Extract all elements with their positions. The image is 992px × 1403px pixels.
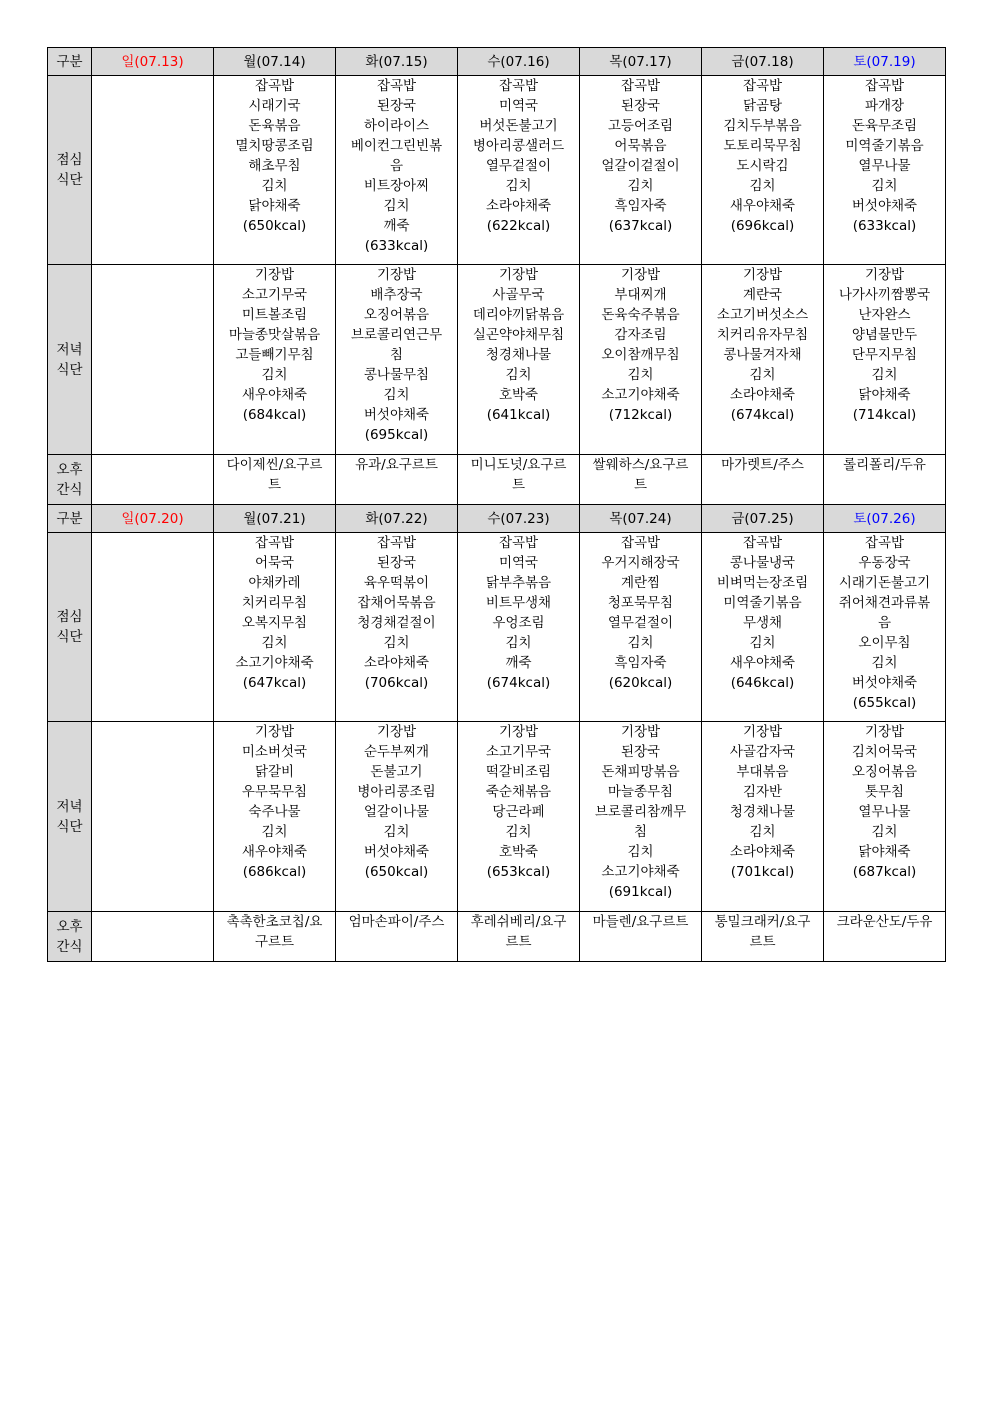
header-label: 구분 [48, 48, 92, 76]
menu-item: 기장밥 [376, 267, 417, 283]
day-header: 화(07.15) [336, 48, 458, 76]
lunch-cell [92, 533, 214, 722]
menu-item: (646kcal) [730, 675, 795, 691]
menu-item: 유과/요구르트 [355, 457, 438, 473]
menu-item: 어묵국 [254, 555, 295, 571]
menu-item: 소라야채죽 [729, 387, 796, 403]
menu-item: 잡곡밥 [254, 78, 295, 94]
menu-item: 숙주나물 [248, 804, 301, 820]
day-header: 금(07.18) [702, 48, 824, 76]
dinner-cell [580, 265, 702, 455]
lunch-row [48, 76, 946, 265]
menu-item: 단무지무침 [851, 347, 918, 363]
lunch-cell [702, 533, 824, 722]
menu-item: 새우야채죽 [729, 198, 796, 214]
menu-item: 잡곡밥 [620, 535, 661, 551]
menu-item: 김치 [261, 367, 288, 383]
menu-item: 새우야채죽 [729, 655, 796, 671]
menu-item: 기장밥 [864, 724, 905, 740]
menu-item: 멸치땅콩조림 [235, 138, 314, 154]
header-row [48, 505, 946, 533]
dinner-cell [336, 265, 458, 455]
day-header: 목(07.17) [580, 48, 702, 76]
menu-item: 얼갈이나물 [363, 804, 430, 820]
menu-item: 김치 [627, 367, 654, 383]
menu-item: 김치 [261, 635, 288, 651]
menu-item: 시래기국 [248, 98, 301, 114]
menu-item: 닭곰탕 [742, 98, 783, 114]
menu-item: 기장밥 [498, 724, 539, 740]
snack-cell [824, 455, 946, 505]
snack-cell [92, 455, 214, 505]
menu-item: (674kcal) [730, 407, 795, 423]
menu-item: 새우야채죽 [241, 387, 308, 403]
row-label-line: 식단 [56, 361, 83, 378]
menu-item: 실곤약야채무침 [472, 327, 565, 343]
menu-item: 김치 [383, 387, 410, 403]
menu-item: 열무나물 [858, 158, 911, 174]
menu-item: 마늘종맛살볶음 [228, 327, 321, 343]
menu-item: 김치 [383, 824, 410, 840]
snack-cell [214, 912, 336, 962]
menu-item: 계란국 [742, 287, 783, 303]
menu-item: 얼갈이겉절이 [601, 158, 680, 174]
menu-item: 우동장국 [858, 555, 911, 571]
menu-item: 다이제씬/요구르 [226, 457, 323, 473]
menu-item: 잡곡밥 [254, 535, 295, 551]
menu-item: 닭야채죽 [858, 844, 911, 860]
menu-item: 육우떡볶이 [363, 575, 430, 591]
menu-item: 잡곡밥 [376, 535, 417, 551]
day-header: 일(07.13) [92, 48, 214, 76]
menu-item: 르트 [505, 934, 532, 950]
menu-item: 병아리콩샐러드 [472, 138, 565, 154]
menu-item: (701kcal) [730, 864, 795, 880]
menu-item: 브로콜리참깨무 [594, 804, 687, 820]
menu-item: 잡곡밥 [864, 78, 905, 94]
menu-item: 마가렛트/주스 [721, 457, 804, 473]
lunch-cell [458, 533, 580, 722]
menu-item: (622kcal) [486, 218, 551, 234]
menu-item: (650kcal) [242, 218, 307, 234]
menu-item: 김자반 [742, 784, 783, 800]
menu-item: (712kcal) [608, 407, 673, 423]
menu-item: (620kcal) [608, 675, 673, 691]
day-header: 월(07.14) [214, 48, 336, 76]
row-label-line: 점심 [56, 609, 83, 625]
menu-item: 김치 [871, 824, 898, 840]
menu-item: 김치 [505, 178, 532, 194]
day-header: 화(07.22) [336, 505, 458, 533]
menu-item: 호박죽 [498, 387, 539, 403]
menu-item: 김치 [749, 367, 776, 383]
dinner-cell [92, 722, 214, 912]
menu-item: 김치 [505, 367, 532, 383]
menu-item: (647kcal) [242, 675, 307, 691]
dinner-cell [214, 722, 336, 912]
dinner-cell [702, 265, 824, 455]
menu-item: 흑임자죽 [614, 655, 667, 671]
menu-item: 소고기야채죽 [601, 864, 680, 880]
menu-item: 비트무생채 [485, 595, 552, 611]
header-label: 구분 [48, 505, 92, 533]
menu-item: 깨죽 [383, 218, 410, 234]
menu-item: 트 [511, 477, 526, 493]
menu-item: 열무나물 [858, 804, 911, 820]
day-header: 금(07.25) [702, 505, 824, 533]
menu-item: 하이라이스 [363, 118, 430, 134]
snack-cell [92, 912, 214, 962]
menu-item: 잡곡밥 [376, 78, 417, 94]
menu-item: 감자조림 [614, 327, 667, 343]
menu-item: 사골감자국 [729, 744, 796, 760]
menu-item: 도시락김 [736, 158, 789, 174]
menu-item: (706kcal) [364, 675, 429, 691]
menu-item: 오이참깨무침 [601, 347, 680, 363]
menu-item: 김치 [261, 824, 288, 840]
lunch-cell [336, 533, 458, 722]
menu-item: 엄마손파이/주스 [348, 914, 445, 930]
menu-item: 미역국 [498, 98, 539, 114]
menu-item: 미트볼조림 [241, 307, 308, 323]
snack-row [48, 455, 946, 505]
menu-item: 기장밥 [742, 724, 783, 740]
menu-item: 베이컨그린빈볶 [350, 138, 443, 154]
menu-item: 시래기돈불고기 [838, 575, 931, 591]
row-label-line: 식단 [56, 172, 83, 188]
menu-item: 비트장아찌 [363, 178, 430, 194]
snack-cell [580, 912, 702, 962]
menu-item: (633kcal) [852, 218, 917, 234]
menu-item: 기장밥 [254, 267, 295, 283]
row-label-line: 점심 [56, 152, 83, 168]
snack-label [48, 912, 92, 962]
lunch-cell [824, 76, 946, 265]
menu-item: 돈육볶음 [248, 118, 301, 134]
day-header: 토(07.26) [824, 505, 946, 533]
menu-item: 김치 [261, 178, 288, 194]
menu-item: 버섯야채죽 [363, 844, 430, 860]
snack-cell [702, 912, 824, 962]
menu-item: 우거지해장국 [601, 555, 680, 571]
menu-item: 호박죽 [498, 844, 539, 860]
dinner-cell [824, 722, 946, 912]
row-label-line: 식단 [56, 818, 83, 835]
menu-item: (637kcal) [608, 218, 673, 234]
lunch-cell [580, 533, 702, 722]
menu-item: (650kcal) [364, 864, 429, 880]
menu-item: 소고기무국 [485, 744, 552, 760]
menu-item: 미니도넛/요구르 [470, 457, 567, 473]
menu-item: 사골무국 [492, 287, 545, 303]
menu-item: 잡곡밥 [742, 535, 783, 551]
menu-item: 야채카레 [248, 575, 301, 591]
menu-item: 김치 [505, 824, 532, 840]
menu-item: (655kcal) [852, 695, 917, 711]
menu-item: 파개장 [864, 98, 905, 114]
menu-item: 닭부추볶음 [485, 575, 552, 591]
menu-item: 돈육무조림 [851, 118, 918, 134]
menu-item: 고들빼기무침 [235, 347, 314, 363]
menu-item: 기장밥 [620, 724, 661, 740]
dinner-label [48, 722, 92, 912]
menu-item: 김치 [627, 635, 654, 651]
menu-item: 김치 [383, 635, 410, 651]
menu-item: 후레쉬베리/요구 [470, 914, 567, 930]
weekly-menu-table [47, 47, 946, 962]
menu-item: 기장밥 [376, 724, 417, 740]
menu-item: 잡곡밥 [742, 78, 783, 94]
menu-item: 콩나물무침 [363, 367, 430, 383]
lunch-cell [824, 533, 946, 722]
dinner-cell [458, 265, 580, 455]
menu-item: 쥐어채견과류볶 [838, 595, 931, 611]
menu-item: 소고기버섯소스 [716, 307, 809, 323]
menu-item: 비벼먹는장조림 [716, 575, 809, 591]
dinner-cell [214, 265, 336, 455]
menu-item: 난자완스 [858, 307, 911, 323]
menu-item: 소고기야채죽 [601, 387, 680, 403]
menu-item: 김치어묵국 [851, 744, 918, 760]
dinner-label [48, 265, 92, 455]
menu-item: 오징어볶음 [363, 307, 430, 323]
dinner-row [48, 722, 946, 912]
menu-item: 치커리무침 [241, 595, 308, 611]
menu-item: 해초무침 [248, 158, 301, 174]
lunch-cell [458, 76, 580, 265]
row-label-line: 오후 [56, 461, 83, 478]
menu-item: 우엉조림 [492, 615, 545, 631]
menu-item: 된장국 [376, 555, 417, 571]
lunch-cell [214, 533, 336, 722]
menu-item: 김치 [383, 198, 410, 214]
row-label-line: 오후 [56, 918, 83, 935]
menu-item: 계란찜 [620, 575, 661, 591]
dinner-cell [336, 722, 458, 912]
menu-item: 된장국 [620, 744, 661, 760]
menu-item: 르트 [749, 934, 776, 950]
menu-item: 버섯야채죽 [363, 407, 430, 423]
dinner-row [48, 265, 946, 455]
menu-item: 기장밥 [742, 267, 783, 283]
menu-item: 침 [633, 824, 648, 840]
menu-item: 오징어볶음 [851, 764, 918, 780]
menu-item: 쌀웨하스/요구르 [592, 457, 689, 473]
menu-item: 배추장국 [370, 287, 423, 303]
dinner-cell [702, 722, 824, 912]
day-header: 일(07.20) [92, 505, 214, 533]
menu-item: 김치 [871, 367, 898, 383]
menu-item: 도토리묵무침 [723, 138, 802, 154]
menu-item: 청경채겉절이 [357, 615, 436, 631]
menu-item: 소라야채죽 [363, 655, 430, 671]
menu-item: 돈불고기 [370, 764, 423, 780]
menu-item: (641kcal) [486, 407, 551, 423]
row-label-line: 저녁 [56, 341, 83, 358]
header-row [48, 48, 946, 76]
snack-cell [336, 455, 458, 505]
menu-item: 미역국 [498, 555, 539, 571]
snack-cell [580, 455, 702, 505]
dinner-cell [458, 722, 580, 912]
row-label-line: 간식 [56, 938, 83, 955]
lunch-cell [580, 76, 702, 265]
day-header: 월(07.21) [214, 505, 336, 533]
lunch-label [48, 533, 92, 722]
menu-item: 무생채 [742, 615, 783, 631]
menu-item: 순두부찌개 [363, 744, 430, 760]
menu-item: 열무겉절이 [485, 158, 552, 174]
menu-item: 닭야채죽 [858, 387, 911, 403]
menu-item: 김치 [627, 178, 654, 194]
menu-item: 돈육숙주볶음 [601, 307, 680, 323]
menu-item: 닭야채죽 [248, 198, 301, 214]
menu-item: 김치 [871, 178, 898, 194]
menu-item: 트 [267, 477, 282, 493]
menu-item: 구르트 [254, 934, 295, 950]
menu-item: (686kcal) [242, 864, 307, 880]
menu-item: 콩나물냉국 [729, 555, 796, 571]
menu-item: 김치 [749, 824, 776, 840]
snack-cell [336, 912, 458, 962]
menu-item: 돈채피망볶음 [601, 764, 680, 780]
snack-cell [702, 455, 824, 505]
menu-item: 잡곡밥 [498, 535, 539, 551]
menu-item: 열무겉절이 [607, 615, 674, 631]
menu-item: 양념물만두 [851, 327, 918, 343]
dinner-cell [92, 265, 214, 455]
dinner-cell [580, 722, 702, 912]
menu-item: 청경채나물 [729, 804, 796, 820]
menu-item: 미소버섯국 [241, 744, 308, 760]
menu-item: 소라야채죽 [729, 844, 796, 860]
snack-cell [824, 912, 946, 962]
menu-item: 톳무침 [864, 784, 905, 800]
menu-item: 떡갈비조림 [485, 764, 552, 780]
menu-item: 새우야채죽 [241, 844, 308, 860]
lunch-cell [214, 76, 336, 265]
menu-item: 버섯야채죽 [851, 675, 918, 691]
menu-item: (696kcal) [730, 218, 795, 234]
menu-item: 김치 [749, 178, 776, 194]
menu-item: 김치 [627, 844, 654, 860]
menu-item: 크라운산도/두유 [836, 914, 933, 930]
snack-cell [458, 912, 580, 962]
menu-item: 김치 [505, 635, 532, 651]
menu-item: 잡곡밥 [620, 78, 661, 94]
menu-item: 고등어조림 [607, 118, 674, 134]
menu-item: 침 [389, 347, 404, 363]
menu-item: 소라야채죽 [485, 198, 552, 214]
menu-item: 브로콜리연근무 [350, 327, 443, 343]
menu-item: 죽순채볶음 [485, 784, 552, 800]
menu-item: 버섯야채죽 [851, 198, 918, 214]
menu-item: (714kcal) [852, 407, 917, 423]
menu-item: 소고기야채죽 [235, 655, 314, 671]
snack-cell [214, 455, 336, 505]
menu-item: 흑임자죽 [614, 198, 667, 214]
day-header: 토(07.19) [824, 48, 946, 76]
menu-item: 김치 [871, 655, 898, 671]
menu-item: 촉촉한초코칩/요 [226, 914, 323, 930]
menu-item: 치커리유자무침 [716, 327, 809, 343]
menu-item: 기장밥 [620, 267, 661, 283]
menu-item: 잡채어묵볶음 [357, 595, 436, 611]
menu-item: 우무묵무침 [241, 784, 308, 800]
menu-item: 버섯돈불고기 [479, 118, 558, 134]
menu-item: 마들렌/요구르트 [592, 914, 689, 930]
menu-item: 콩나물겨자채 [723, 347, 802, 363]
menu-item: 병아리콩조림 [357, 784, 436, 800]
day-header: 목(07.24) [580, 505, 702, 533]
menu-item: 오복지무침 [241, 615, 308, 631]
menu-item: 롤리폴리/두유 [843, 457, 926, 473]
menu-item: 나가사끼짬뽕국 [838, 287, 931, 303]
lunch-cell [336, 76, 458, 265]
menu-item: 오이무침 [858, 635, 911, 651]
menu-item: 음 [877, 615, 892, 631]
lunch-row [48, 533, 946, 722]
menu-item: 깨죽 [505, 655, 532, 671]
row-label-line: 식단 [56, 629, 83, 645]
menu-item: 잡곡밥 [498, 78, 539, 94]
menu-item: (653kcal) [486, 864, 551, 880]
menu-item: (687kcal) [852, 864, 917, 880]
menu-item: 된장국 [376, 98, 417, 114]
row-label-line: 간식 [56, 481, 83, 498]
menu-item: 통밀크래커/요구 [714, 914, 811, 930]
menu-item: 닭갈비 [254, 764, 295, 780]
menu-item: (691kcal) [608, 884, 673, 900]
lunch-cell [92, 76, 214, 265]
menu-item: 기장밥 [254, 724, 295, 740]
menu-item: 청포묵무침 [607, 595, 674, 611]
menu-item: 부대볶음 [736, 764, 789, 780]
menu-item: 음 [389, 158, 404, 174]
row-label-line: 저녁 [56, 798, 83, 815]
menu-item: 청경채나물 [485, 347, 552, 363]
menu-item: 김치두부볶음 [723, 118, 802, 134]
menu-item: (674kcal) [486, 675, 551, 691]
lunch-label [48, 76, 92, 265]
menu-item: 미역줄기볶음 [723, 595, 802, 611]
menu-item: 데리야끼닭볶음 [472, 307, 565, 323]
menu-item: 김치 [749, 635, 776, 651]
menu-item: 소고기무국 [241, 287, 308, 303]
day-header: 수(07.16) [458, 48, 580, 76]
menu-item: (695kcal) [364, 427, 429, 443]
menu-item: 잡곡밥 [864, 535, 905, 551]
menu-item: 미역줄기볶음 [845, 138, 924, 154]
snack-cell [458, 455, 580, 505]
dinner-cell [824, 265, 946, 455]
day-header: 수(07.23) [458, 505, 580, 533]
menu-item: 기장밥 [498, 267, 539, 283]
menu-item: 기장밥 [864, 267, 905, 283]
menu-item: 트 [633, 477, 648, 493]
menu-item: 부대찌개 [614, 287, 667, 303]
menu-item: (633kcal) [364, 238, 429, 254]
snack-label [48, 455, 92, 505]
menu-item: 당근라페 [492, 804, 545, 820]
menu-item: (684kcal) [242, 407, 307, 423]
menu-item: 어묵볶음 [614, 138, 667, 154]
snack-row [48, 912, 946, 962]
menu-item: 된장국 [620, 98, 661, 114]
lunch-cell [702, 76, 824, 265]
menu-item: 마늘종무침 [607, 784, 674, 800]
